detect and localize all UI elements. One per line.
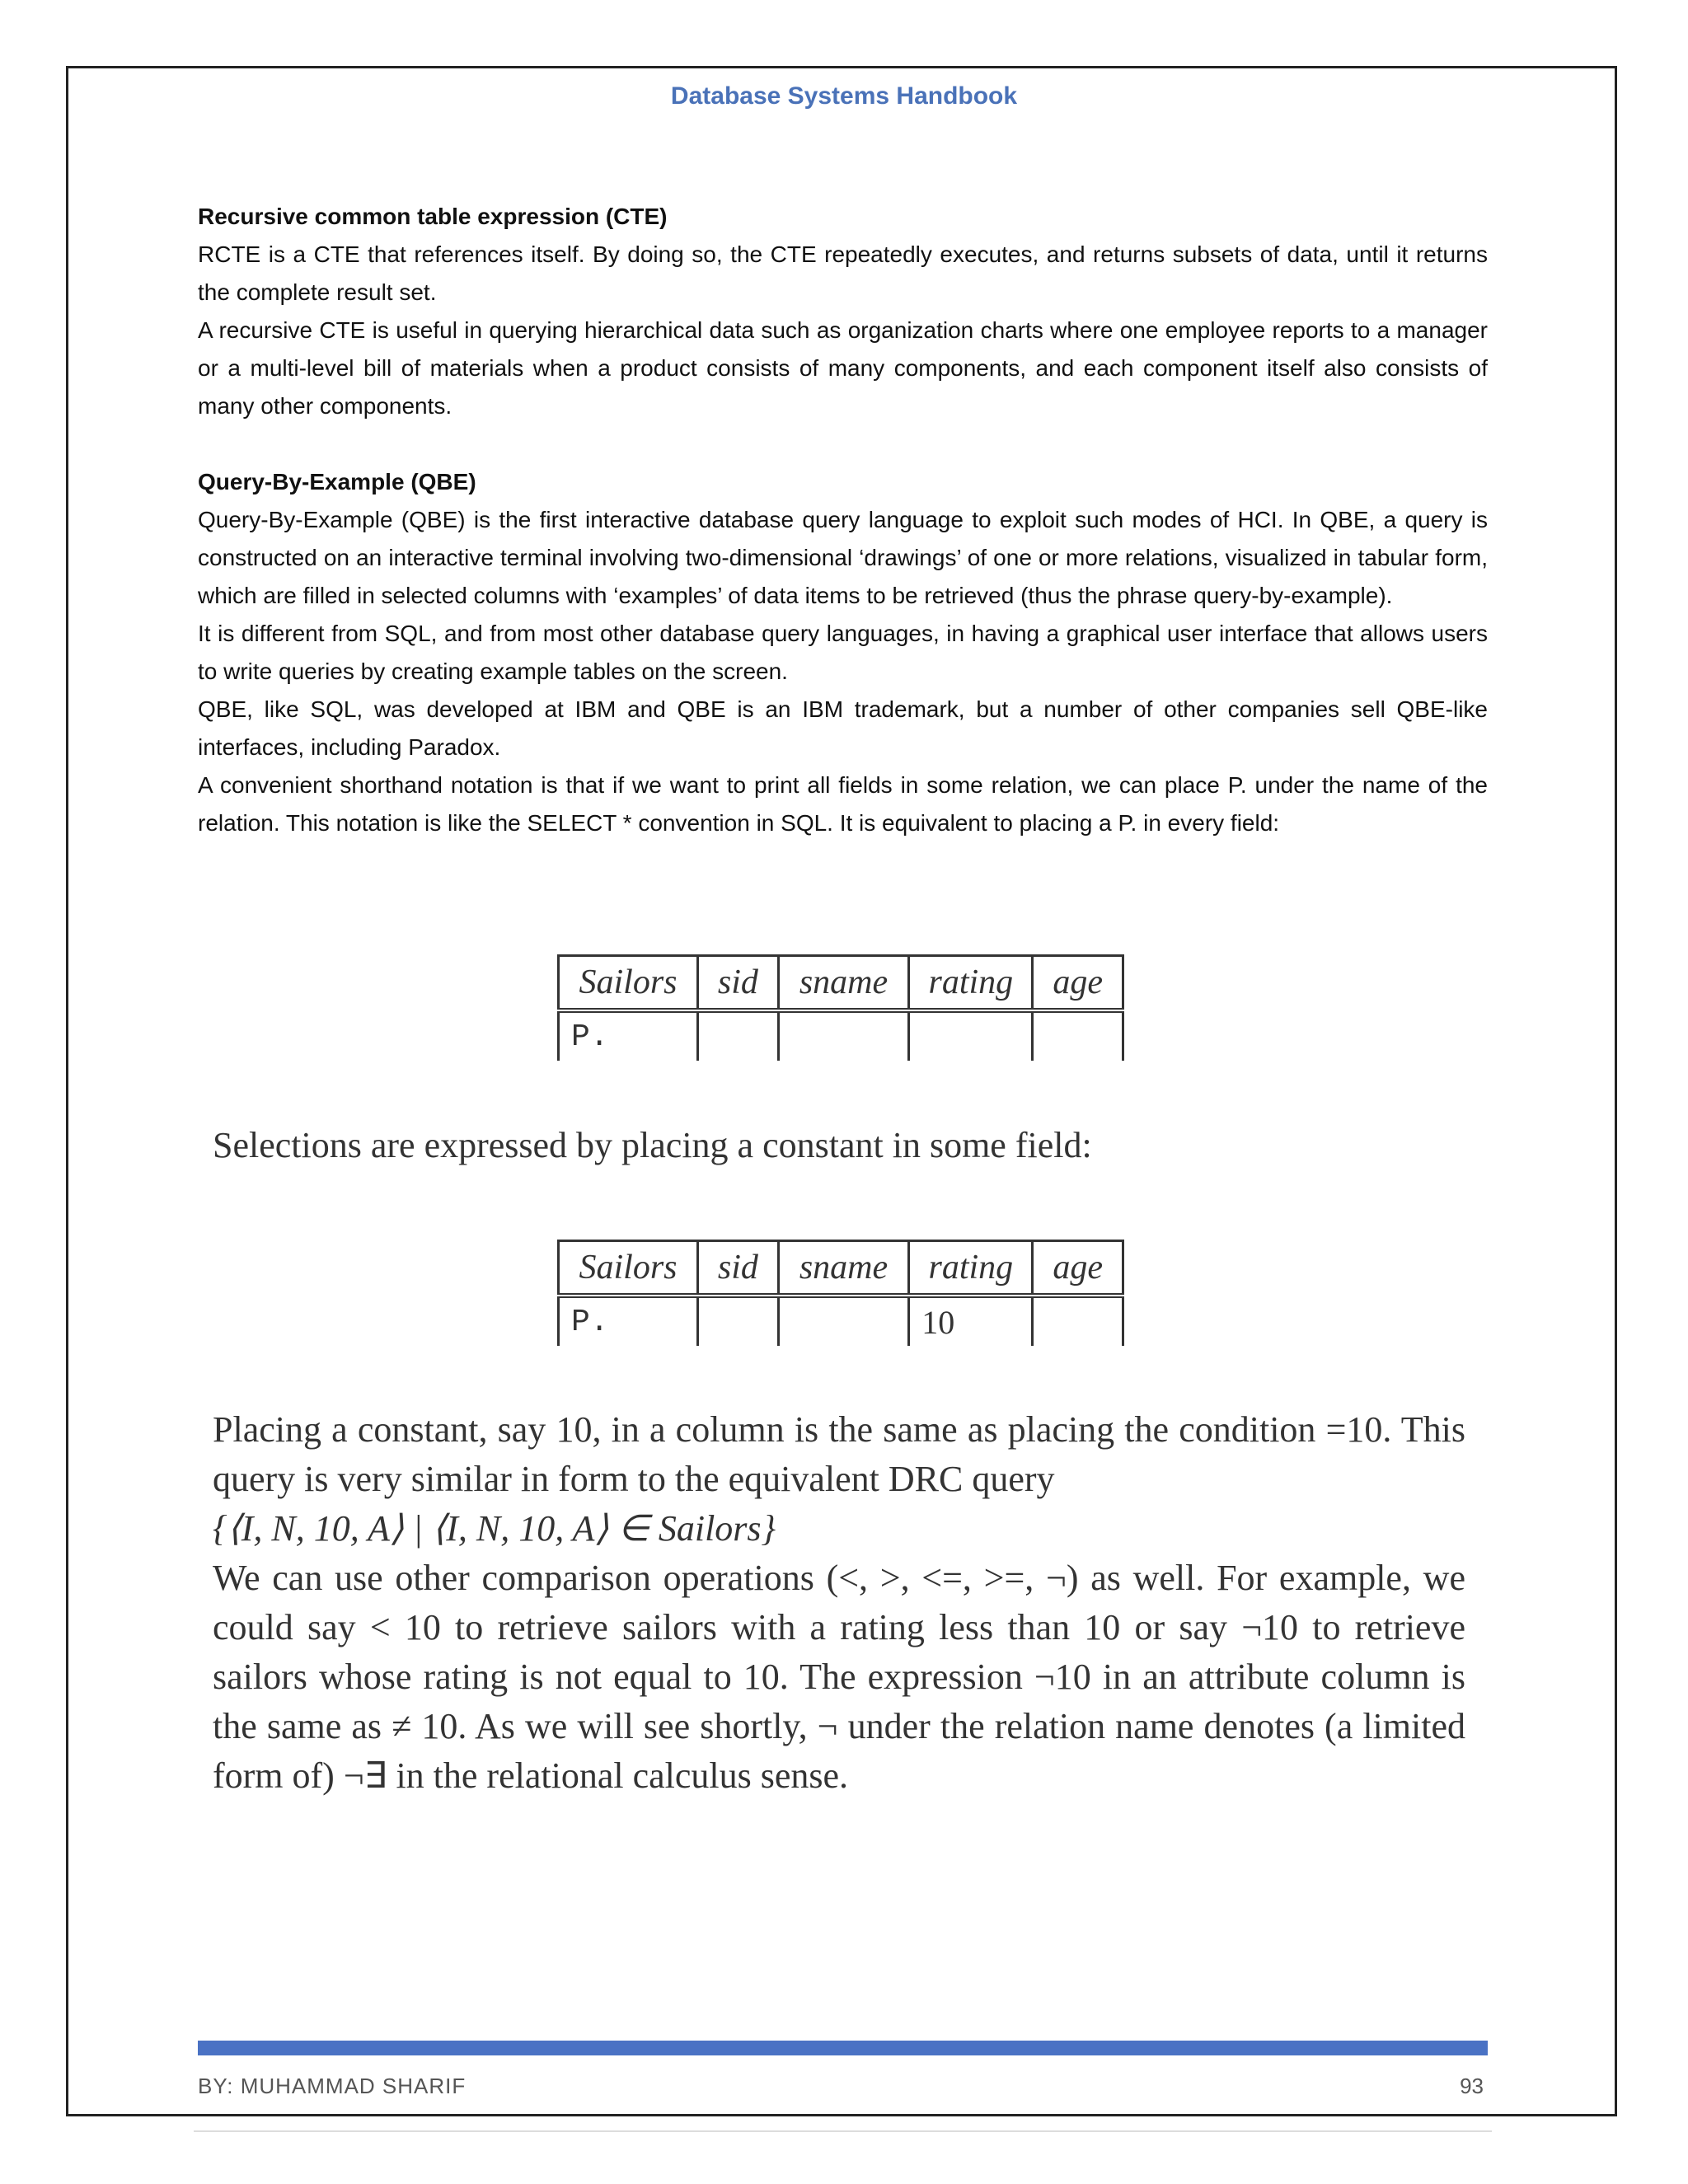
paragraph: A convenient shorthand notation is that if we want to print all fields in some relation, we can place P. under the name of the relation. This notation is like the SELECT * convention in SQL. It is equivalent to placing a P. in every field: — [198, 772, 1488, 836]
qbe-header-cell: rating — [909, 956, 1033, 1011]
qbe-cell: P. — [559, 1296, 698, 1346]
page-number: 93 — [1460, 2074, 1484, 2098]
selection-sentence-block — [213, 1121, 1465, 1170]
qbe-header-cell: age — [1033, 1241, 1123, 1296]
qbe-cell: P. — [559, 1010, 698, 1061]
qbe-header-cell: Sailors — [559, 1241, 698, 1296]
qbe-table-print-all — [557, 954, 1124, 1061]
drc-formula: {⟨I, N, 10, A⟩ | ⟨I, N, 10, A⟩ ∈ Sailors} — [213, 1508, 776, 1549]
qbe-cell — [778, 1296, 909, 1346]
qbe-cell — [698, 1010, 779, 1061]
qbe-cell — [778, 1010, 909, 1061]
section-heading-qbe: Query-By-Example (QBE) — [198, 469, 476, 494]
bottom-rule — [194, 2130, 1492, 2132]
qbe-cell — [1033, 1296, 1123, 1346]
qbe-cell — [1033, 1010, 1123, 1061]
paragraph: A recursive CTE is useful in querying hierarchical data such as organization charts where one employee reports to a manager or a multi-level bill of materials when a product consists of many components, and each component itself also consists of many other components. — [198, 317, 1488, 419]
textbook-excerpt — [213, 1405, 1465, 1801]
paragraph: QBE, like SQL, was developed at IBM and QBE is an IBM trademark, but a number of other companies sell QBE-like interfaces, including Paradox. — [198, 696, 1488, 760]
qbe-header-cell: sid — [698, 1241, 779, 1296]
section-heading-cte: Recursive common table expression (CTE) — [198, 204, 668, 229]
qbe-header-cell: age — [1033, 956, 1123, 1011]
placing-constant-paragraph: Placing a constant, say 10, in a column is the same as placing the condition =10. This query is very similar in form to the equivalent DRC query — [213, 1409, 1465, 1499]
selection-sentence: Selections are expressed by placing a constant in some field: — [213, 1125, 1092, 1165]
qbe-header-cell: sname — [778, 956, 909, 1011]
qbe-table-selection — [557, 1240, 1124, 1346]
qbe-cell: 10 — [909, 1296, 1033, 1346]
qbe-header-cell: sid — [698, 956, 779, 1011]
qbe-header-cell: sname — [778, 1241, 909, 1296]
paragraph: It is different from SQL, and from most other database query languages, in having a graphical user interface that allows users to write queries by creating example tables on the screen. — [198, 621, 1488, 684]
footer-author: BY: MUHAMMAD SHARIF — [198, 2074, 467, 2098]
qbe-header-cell: rating — [909, 1241, 1033, 1296]
qbe-cell — [698, 1296, 779, 1346]
qbe-header-cell: Sailors — [559, 956, 698, 1011]
paragraph: Query-By-Example (QBE) is the first interactive database query language to exploit such modes of HCI. In QBE, a query is constructed on an interactive terminal involving two-dimensional ‘drawings’ of one or more relations, visualized in tabular form, which are filled in selected columns with ‘examples’ of data items to be retrieved (thus the phrase query-by-example). — [198, 507, 1488, 608]
header-title: Database Systems Handbook — [670, 82, 1018, 110]
paragraph: RCTE is a CTE that references itself. By doing so, the CTE repeatedly executes, and returns subsets of data, until it returns the complete result set. — [198, 241, 1488, 305]
main-content — [198, 198, 1488, 842]
comparison-paragraph: We can use other comparison operations (<, >, <=, >=, ¬) as well. For example, we could say < 10 to retrieve sailors with a rating less than 10 or say ¬10 to retrieve sailors whose rating is not equal to 10. The expression ¬10 in an attribute column is the same as ≠ 10. As we will see shortly, ¬ under the relation name denotes (a limited form of) ¬∃ in the relational calculus sense. — [213, 1558, 1465, 1796]
footer-bar — [198, 2041, 1488, 2055]
qbe-cell — [909, 1010, 1033, 1061]
